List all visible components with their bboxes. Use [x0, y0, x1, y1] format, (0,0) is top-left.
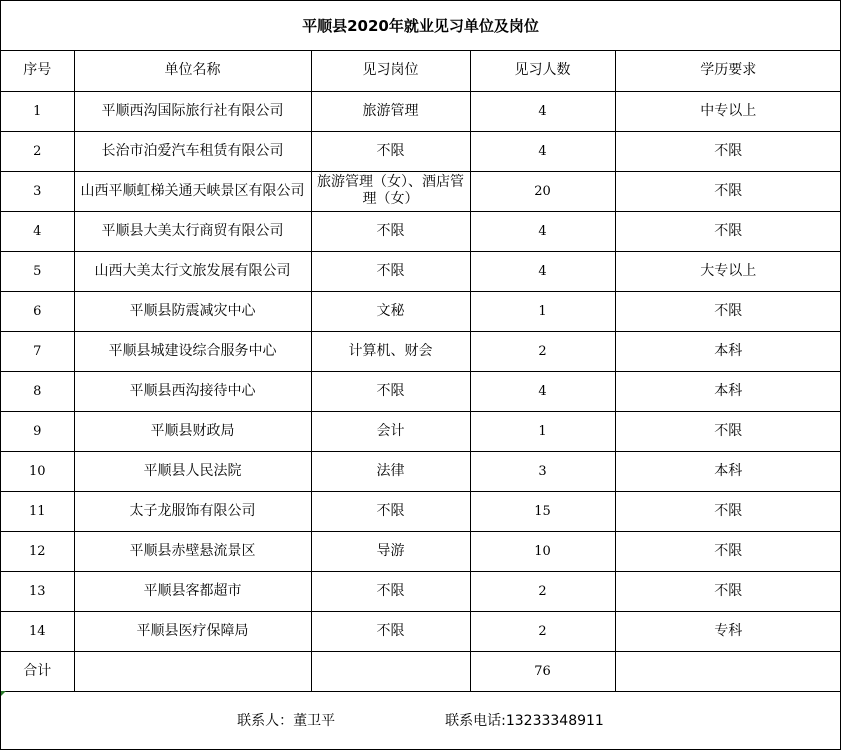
cell-education[interactable]: 本科 [615, 451, 841, 491]
cell-education[interactable]: 专科 [615, 611, 841, 651]
cell-count[interactable]: 4 [470, 371, 615, 411]
internship-table [1, 51, 841, 692]
table-row [1, 371, 841, 411]
total-unit[interactable] [74, 651, 311, 691]
cell-no[interactable]: 3 [1, 171, 74, 211]
cell-position[interactable]: 法律 [311, 451, 470, 491]
cell-no[interactable]: 14 [1, 611, 74, 651]
cell-count[interactable]: 15 [470, 491, 615, 531]
cell-count[interactable]: 20 [470, 171, 615, 211]
cell-education[interactable]: 不限 [615, 211, 841, 251]
table-row [1, 211, 841, 251]
sheet-title[interactable]: 平顺县2020年就业见习单位及岗位 [1, 1, 840, 51]
cell-no[interactable]: 8 [1, 371, 74, 411]
cell-education[interactable]: 中专以上 [615, 91, 841, 131]
table-row [1, 611, 841, 651]
cell-no[interactable]: 5 [1, 251, 74, 291]
table-row [1, 491, 841, 531]
table-row [1, 451, 841, 491]
cell-count[interactable]: 1 [470, 411, 615, 451]
cell-education[interactable]: 大专以上 [615, 251, 841, 291]
header-position[interactable]: 见习岗位 [311, 51, 470, 91]
cell-position[interactable]: 计算机、财会 [311, 331, 470, 371]
cell-education[interactable]: 本科 [615, 371, 841, 411]
table-row [1, 91, 841, 131]
cell-unit[interactable]: 长治市泊爱汽车租赁有限公司 [74, 131, 311, 171]
cell-unit[interactable]: 平顺县财政局 [74, 411, 311, 451]
cell-no[interactable]: 6 [1, 291, 74, 331]
cell-position[interactable]: 不限 [311, 371, 470, 411]
cell-no[interactable]: 4 [1, 211, 74, 251]
total-label[interactable]: 合计 [1, 651, 74, 691]
cell-position[interactable]: 不限 [311, 571, 470, 611]
table-row [1, 571, 841, 611]
cell-unit[interactable]: 平顺县西沟接待中心 [74, 371, 311, 411]
cell-unit[interactable]: 太子龙服饰有限公司 [74, 491, 311, 531]
cell-count[interactable]: 4 [470, 91, 615, 131]
cell-no[interactable]: 12 [1, 531, 74, 571]
cell-education[interactable]: 不限 [615, 171, 841, 211]
cell-count[interactable]: 2 [470, 611, 615, 651]
cell-education[interactable]: 不限 [615, 291, 841, 331]
contact-phone: 联系电话:13233348911 [445, 713, 604, 729]
cell-education[interactable]: 不限 [615, 531, 841, 571]
cell-count[interactable]: 2 [470, 331, 615, 371]
header-row [1, 51, 841, 91]
cell-position[interactable]: 不限 [311, 611, 470, 651]
cell-position[interactable]: 文秘 [311, 291, 470, 331]
cell-no[interactable]: 2 [1, 131, 74, 171]
table-row [1, 531, 841, 571]
cell-position[interactable]: 不限 [311, 131, 470, 171]
cell-count[interactable]: 4 [470, 211, 615, 251]
cell-count[interactable]: 3 [470, 451, 615, 491]
cell-no[interactable]: 13 [1, 571, 74, 611]
total-count[interactable]: 76 [470, 651, 615, 691]
cell-education[interactable]: 不限 [615, 491, 841, 531]
cell-count[interactable]: 1 [470, 291, 615, 331]
cell-unit[interactable]: 平顺县大美太行商贸有限公司 [74, 211, 311, 251]
cell-no[interactable]: 11 [1, 491, 74, 531]
cell-education[interactable]: 本科 [615, 331, 841, 371]
contact-footer[interactable] [1, 691, 840, 749]
table-row [1, 331, 841, 371]
cell-no[interactable]: 1 [1, 91, 74, 131]
header-unit[interactable]: 单位名称 [74, 51, 311, 91]
cell-education[interactable]: 不限 [615, 411, 841, 451]
contact-person: 联系人：董卫平 [237, 713, 336, 729]
cell-unit[interactable]: 平顺县医疗保障局 [74, 611, 311, 651]
cell-unit[interactable]: 平顺县客都超市 [74, 571, 311, 611]
cell-position[interactable]: 导游 [311, 531, 470, 571]
total-row [1, 651, 841, 691]
cell-unit[interactable]: 平顺县人民法院 [74, 451, 311, 491]
header-education[interactable]: 学历要求 [615, 51, 841, 91]
table-row [1, 291, 841, 331]
table-row [1, 131, 841, 171]
cell-unit[interactable]: 平顺西沟国际旅行社有限公司 [74, 91, 311, 131]
cell-unit[interactable]: 山西平顺虹梯关通天峡景区有限公司 [74, 171, 311, 211]
header-no[interactable]: 序号 [1, 51, 74, 91]
cell-count[interactable]: 2 [470, 571, 615, 611]
cell-count[interactable]: 4 [470, 131, 615, 171]
cell-no[interactable]: 9 [1, 411, 74, 451]
cell-unit[interactable]: 山西大美太行文旅发展有限公司 [74, 251, 311, 291]
total-education[interactable] [615, 651, 841, 691]
table-row [1, 171, 841, 211]
cell-no[interactable]: 10 [1, 451, 74, 491]
cell-unit[interactable]: 平顺县赤壁悬流景区 [74, 531, 311, 571]
cell-position[interactable]: 会计 [311, 411, 470, 451]
table-row [1, 251, 841, 291]
cell-position[interactable]: 不限 [311, 211, 470, 251]
cell-unit[interactable]: 平顺县城建设综合服务中心 [74, 331, 311, 371]
header-count[interactable]: 见习人数 [470, 51, 615, 91]
cell-education[interactable]: 不限 [615, 571, 841, 611]
cell-position[interactable]: 不限 [311, 251, 470, 291]
cell-no[interactable]: 7 [1, 331, 74, 371]
cell-unit[interactable]: 平顺县防震减灾中心 [74, 291, 311, 331]
cell-education[interactable]: 不限 [615, 131, 841, 171]
table-row [1, 411, 841, 451]
cell-position[interactable]: 旅游管理 [311, 91, 470, 131]
cell-position[interactable]: 旅游管理（女）、酒店管理（女） [311, 171, 470, 211]
cell-count[interactable]: 10 [470, 531, 615, 571]
cell-position[interactable]: 不限 [311, 491, 470, 531]
cell-count[interactable]: 4 [470, 251, 615, 291]
total-position[interactable] [311, 651, 470, 691]
